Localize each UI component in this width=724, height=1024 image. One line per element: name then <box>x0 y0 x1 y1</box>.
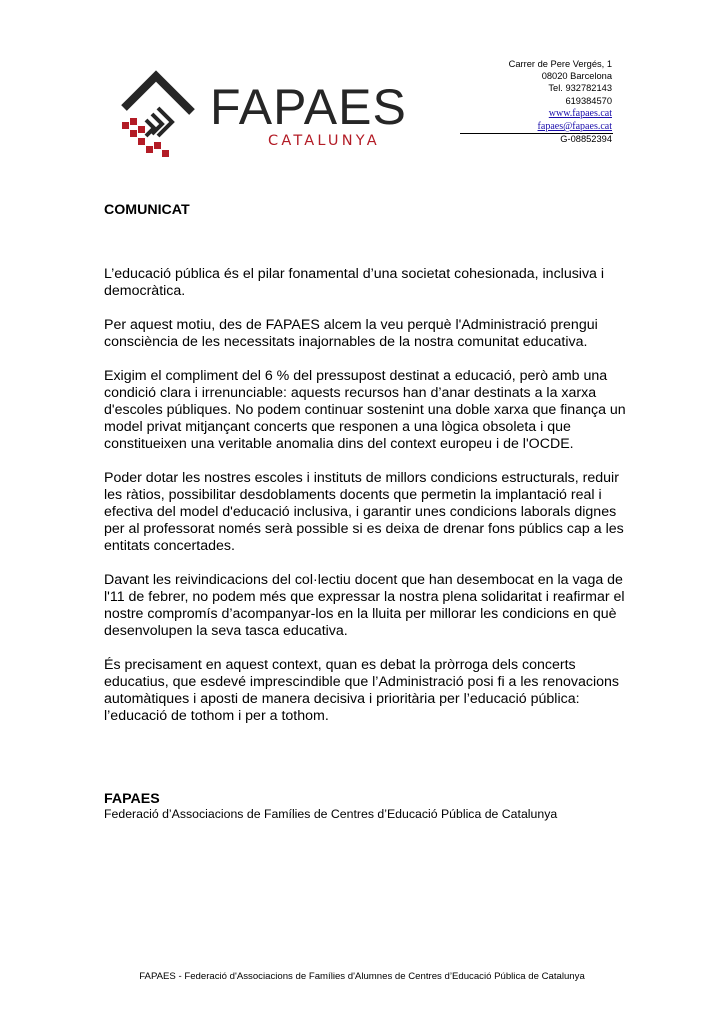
contact-phone: Tel. 932782143 <box>548 83 612 94</box>
fapaes-logo-mark-icon <box>118 68 208 158</box>
contact-address: Carrer de Pere Vergés, 1 <box>508 59 612 69</box>
logo-name: FAPAES <box>210 79 407 135</box>
document-body <box>104 266 634 742</box>
document-heading: COMUNICAT <box>104 202 190 218</box>
contact-phone-2: 619384570 <box>565 95 612 106</box>
contact-divider <box>460 133 613 134</box>
contact-city: 08020 Barcelona <box>541 71 612 82</box>
paragraph: L’educació pública és el pilar fonamental d’una societat cohesionada, inclusiva i democràtica. <box>104 266 605 299</box>
paragraph: Poder dotar les nostres escoles i instituts de millors condicions estructurals, reduir les ràtios, possibilitar desdoblaments docents que permetin la implantació real i efectiva del model d'educació inclusiva, i garantir unes condicions laborals dignes per al professorat només serà possible si es deixa de drenar fons públics cap a les entitats concertades. <box>104 470 624 554</box>
signature-name: FAPAES <box>104 791 160 807</box>
page-footer: FAPAES - Federació d'Associacions de Famílies d'Alumnes de Centres d’Educació Pública de Catalunya <box>139 971 585 982</box>
email-link[interactable]: fapaes@fapaes.cat <box>537 121 612 133</box>
paragraph: És precisament en aquest context, quan es debat la pròrroga dels concerts educatius, que esdevé imprescindible que l’Administració posi fi a les renovacions automàtiques i aposti de manera decisiva i prioritària per l’educació pública: l’educació de tothom i per a tothom. <box>104 657 619 724</box>
website-link[interactable]: www.fapaes.cat <box>548 107 612 119</box>
paragraph: Per aquest motiu, des de FAPAES alcem la veu perquè l'Administració prengui consciència de les necessitats inajornables de la nostra comunitat educativa. <box>104 317 598 350</box>
logo-subtitle: CATALUNYA <box>268 133 380 149</box>
paragraph: Exigim el compliment del 6 % del pressupost destinat a educació, però amb una condició clara i irrenunciable: aquests recursos han d’anar destinats a la xarxa d'escoles públiques. No podem continuar sostenint una doble xarxa que finança un model privat mitjançant concerts que responen a una lògica obsoleta i que constitueixen una veritable anomalia dins del context europeu i de l'OCDE. <box>104 368 626 452</box>
signature-organization: Federació d’Associacions de Famílies de Centres d’Educació Pública de Catalunya <box>104 807 558 821</box>
paragraph: Davant les reivindicacions del col·lectiu docent que han desembocat en la vaga de l'11 de febrer, no podem més que expressar la nostra plena solidaritat i reafirmar el nostre compromís d’acompanyar-los en la lluita per millorar les condicions en què desenvolupen la seva tasca educativa. <box>104 572 625 639</box>
fapaes-logo <box>118 68 407 158</box>
contact-tax-id: G-08852394 <box>560 134 612 145</box>
